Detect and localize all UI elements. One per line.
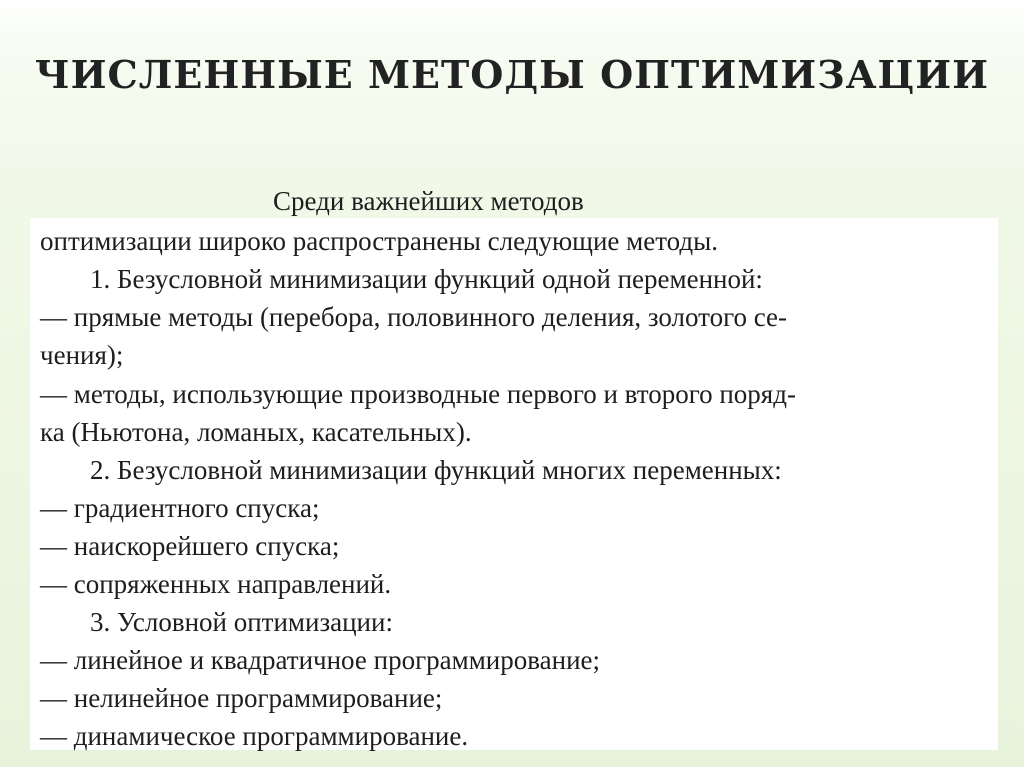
list-item: — нелинейное программирование; bbox=[40, 683, 443, 713]
section-heading-2: 2. Безусловной минимизации функций многих переменных: bbox=[90, 455, 782, 485]
intro-continuation: оптимизации широко распространены следующие методы. bbox=[40, 226, 719, 256]
section-heading-1: 1. Безусловной минимизации функций одной переменной: bbox=[90, 264, 763, 294]
list-item: — динамическое программирование. bbox=[40, 721, 469, 751]
list-item: — сопряженных направлений. bbox=[40, 569, 392, 599]
section-heading-3: 3. Условной оптимизации: bbox=[90, 607, 393, 637]
list-item-continuation: чения); bbox=[40, 340, 124, 370]
intro-line: Среди важнейших методов bbox=[273, 186, 584, 216]
list-item: — методы, использующие производные первого и второго поряд- bbox=[40, 379, 796, 409]
list-item: — прямые методы (перебора, половинного деления, золотого се- bbox=[40, 302, 788, 332]
list-item: — линейное и квадратичное программирование; bbox=[40, 645, 601, 675]
list-item-continuation: ка (Ньютона, ломаных, касательных). bbox=[40, 417, 472, 447]
list-item: — наискорейшего спуска; bbox=[40, 531, 340, 561]
list-item: — градиентного спуска; bbox=[40, 493, 320, 523]
slide-title: ЧИСЛЕННЫЕ МЕТОДЫ ОПТИМИЗАЦИИ bbox=[34, 52, 990, 97]
